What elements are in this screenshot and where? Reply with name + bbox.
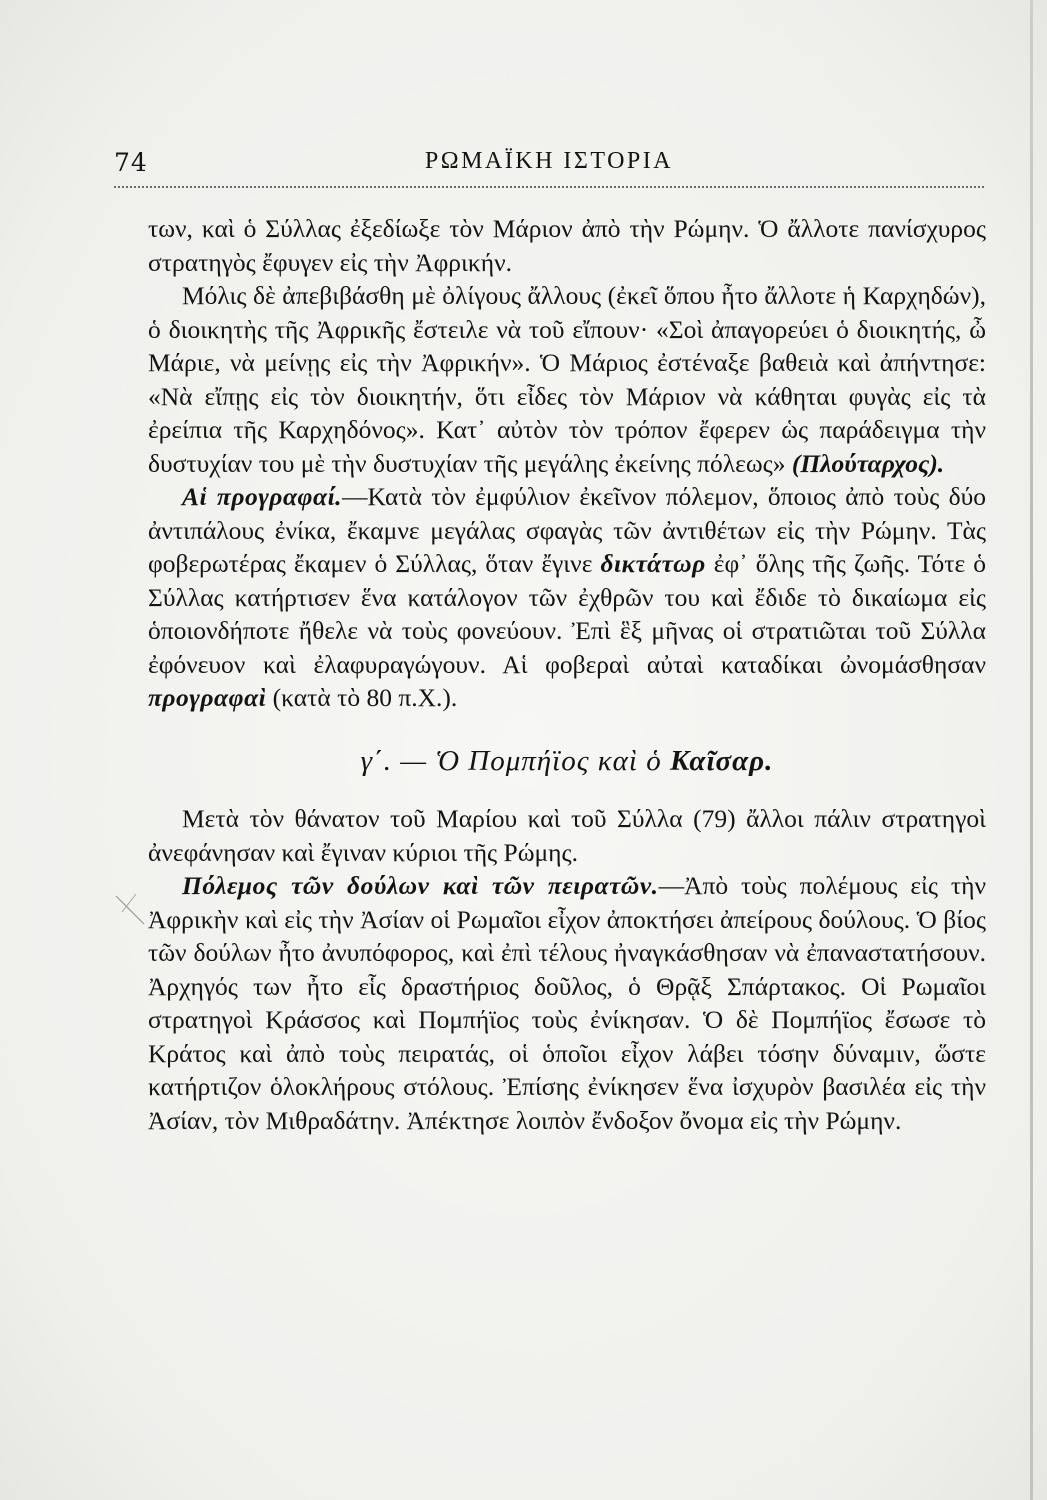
page-number: 74 bbox=[114, 148, 148, 177]
section-heading-prefix: γ΄. — Ὁ Πομπήϊος καὶ ὁ bbox=[360, 744, 670, 777]
pencil-mark-icon bbox=[114, 892, 148, 926]
paragraph-3 bbox=[148, 480, 986, 715]
paragraph-3-text-a: —Κατὰ τὸν ἐμφύλιον ἐκεῖνον πόλεμον, ὅποιος ἀπὸ τοὺς δύο ἀντιπάλους ἐνίκα, ἔκαμνε μεγάλας σφαγὰς τῶν ἀντιθέτων εἰς τὴν Ρώμην. Τὰς φοβερωτέρας ἔκαμεν ὁ Σύλλας, ὅταν ἔγινε bbox=[148, 482, 986, 578]
paragraph-4-text: Μετὰ τὸν θάνατον τοῦ Μαρίου καὶ τοῦ Σύλλα (79) ἄλλοι πάλιν στρατηγοὶ ἀνεφάνησαν καὶ ἔγιναν κύριοι τῆς Ρώμης. bbox=[148, 804, 986, 867]
body-text bbox=[148, 212, 986, 1137]
paragraph-5-lead: Πόλεμος τῶν δούλων καὶ τῶν πειρατῶν. bbox=[182, 871, 659, 900]
paragraph-3-term-dictator: δικτάτωρ bbox=[600, 549, 706, 578]
paragraph-2-text: Μόλις δὲ ἀπεβιβάσθη μὲ ὀλίγους ἄλλους (ἐκεῖ ὅπου ἦτο ἄλλοτε ἡ Καρχηδών), ὁ διοικητὴς τῆς Ἀφρικῆς ἔστειλε νὰ τοῦ εἴπουν· «Σοὶ ἀπαγορεύει ὁ διοικητής, ὦ Μάριε, νὰ μείνῃς εἰς τὴν Ἀφρικήν». Ὁ Μάριος ἐστέναξε βαθειὰ καὶ ἀπήντησε: «Νὰ εἴπῃς εἰς τὸν διοικητήν, ὅτι εἶδες τὸν Μάριον νὰ κάθηται φυγὰς εἰς τὰ ἐρείπια τῆς Καρχηδόνος». Κατ᾽ αὐτὸν τὸν τρόπον ἔφερεν ὡς παράδειγμα τὴν δυστυχίαν του μὲ τὴν δυστυχίαν τῆς μεγάλης ἐκείνης πόλεως» bbox=[148, 281, 986, 478]
paragraph-1-text: των, καὶ ὁ Σύλλας ἐξεδίωξε τὸν Μάριον ἀπὸ τὴν Ρώμην. Ὁ ἄλλοτε πανίσχυρος στρατηγὸς ἔφυγεν εἰς τὴν Ἀφρικήν. bbox=[148, 214, 986, 277]
paragraph-2-citation: (Πλούταρχος). bbox=[791, 448, 945, 478]
header-dotted-rule bbox=[114, 186, 984, 188]
paragraph-1 bbox=[148, 212, 986, 279]
running-head: ΡΩΜΑΪΚΗ ΙΣΤΟΡΙΑ bbox=[424, 148, 674, 174]
paragraph-3-text-b: ἐφ᾽ ὅλης τῆς ζωῆς. Τότε ὁ Σύλλας κατήρτισεν ἕνα κατάλογον τῶν ἐχθρῶν του καὶ ἔδιδε τὸ δικαίωμα εἰς ὁποιονδήποτε ἤθελε νὰ τοὺς φονεύουν. Ἐπὶ ἓξ μῆνας οἱ στρατιῶται τοῦ Σύλλα ἐφόνευον καὶ ἐλαφυραγώγουν. Αἱ φοβεραὶ αὐταὶ καταδίκαι ὠνομάσθησαν bbox=[148, 549, 986, 679]
paragraph-3-term-proscriptions: προγραφαὶ bbox=[148, 683, 267, 712]
paragraph-5-text: —Ἀπὸ τοὺς πολέμους εἰς τὴν Ἀφρικὴν καὶ εἰς τὴν Ἀσίαν οἱ Ρωμαῖοι εἶχον ἀποκτήσει ἀπείρους δούλους. Ὁ βίος τῶν δούλων ἦτο ἀνυπόφορος, καὶ ἐπὶ τέλους ἠναγκάσθησαν νὰ ἐπαναστατήσουν. Ἀρχηγός των ἦτο εἷς δραστήριος δοῦλος, ὁ Θρᾷξ Σπάρτακος. Οἱ Ρωμαῖοι στρατηγοὶ Κράσσος καὶ Πομπήϊος τοὺς ἐνίκησαν. Ὁ δὲ Πομπήϊος ἔσωσε τὸ Κράτος καὶ ἀπὸ τοὺς πειρατάς, οἱ ὁποῖοι εἶχον λάβει τόσην δύναμιν, ὥστε κατήρτιζον ὁλοκλήρους στόλους. Ἐπίσης ἐνίκησεν ἕνα ἰσχυρὸν βασιλέα εἰς τὴν Ἀσίαν, τὸν Μιθραδάτην. Ἀπέκτησε λοιπὸν ἔνδοξον ὄνομα εἰς τὴν Ρώμην. bbox=[148, 871, 986, 1135]
paragraph-4 bbox=[148, 802, 986, 869]
page-edge-shadow bbox=[1030, 0, 1033, 1500]
paragraph-5 bbox=[148, 869, 986, 1137]
page-header bbox=[114, 148, 984, 188]
paragraph-2 bbox=[148, 279, 986, 480]
paragraph-3-lead: Αἱ προγραφαί. bbox=[182, 482, 343, 511]
section-heading bbox=[148, 745, 986, 779]
section-heading-strong: Καῖσαρ. bbox=[669, 744, 774, 777]
paragraph-3-text-c: (κατὰ τὸ 80 π.Χ.). bbox=[266, 683, 458, 712]
